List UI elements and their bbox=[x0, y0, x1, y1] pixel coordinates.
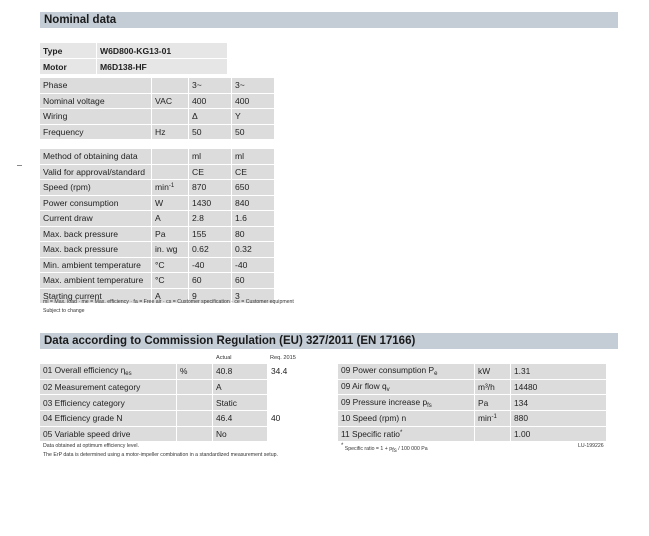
value-col-1-text: 50 bbox=[192, 126, 202, 137]
specific-ratio-sub: fs bbox=[392, 448, 397, 454]
erp-actual-text: Static bbox=[216, 397, 237, 408]
param-label-text: Nominal voltage bbox=[43, 95, 105, 106]
param-label-text: Phase bbox=[43, 80, 68, 91]
gap-cell bbox=[232, 140, 274, 148]
erp-value bbox=[511, 364, 606, 379]
erp-actual-text: 46.4 bbox=[216, 413, 233, 424]
param-label bbox=[40, 165, 151, 180]
table-row bbox=[40, 165, 274, 180]
param-unit bbox=[152, 180, 188, 195]
value-col-2-text: ml bbox=[235, 151, 245, 162]
param-label bbox=[40, 109, 151, 124]
gap-cell bbox=[40, 140, 151, 148]
param-label-text: Wiring bbox=[43, 111, 68, 122]
erp-label-text: 09 Air flow q bbox=[341, 381, 387, 392]
table-row bbox=[40, 427, 322, 442]
table-row bbox=[40, 227, 274, 242]
erp-label bbox=[40, 364, 176, 379]
param-unit-text: A bbox=[155, 290, 161, 301]
document-code: LU-199226 bbox=[578, 443, 604, 449]
value-col-2 bbox=[232, 242, 274, 257]
erp-unit bbox=[475, 427, 510, 442]
erp-label-sub: fs bbox=[427, 402, 432, 409]
param-label-text: Starting current bbox=[43, 290, 102, 301]
param-unit bbox=[152, 125, 188, 140]
value-col-1 bbox=[189, 78, 231, 93]
motor-value: M6D138-HF bbox=[97, 59, 227, 74]
erp-label-text: 11 Specific ratio bbox=[341, 429, 400, 440]
value-col-1 bbox=[189, 94, 231, 109]
value-col-2 bbox=[232, 125, 274, 140]
param-label bbox=[40, 196, 151, 211]
erp-label bbox=[40, 380, 176, 395]
param-label bbox=[40, 227, 151, 242]
table-row bbox=[40, 411, 322, 426]
erp-unit bbox=[475, 395, 510, 410]
specific-ratio-text-b: / 100 000 Pa bbox=[396, 446, 428, 452]
erp-label-text: 02 Measurement category bbox=[43, 382, 141, 393]
erp-label bbox=[338, 380, 474, 395]
erp-label bbox=[338, 364, 474, 379]
erp-actual bbox=[213, 411, 267, 426]
erp-unit-text: kW bbox=[478, 366, 491, 377]
table-row bbox=[40, 364, 322, 379]
value-col-2-text: Y bbox=[235, 111, 241, 122]
table-row bbox=[40, 78, 274, 93]
param-label bbox=[40, 273, 151, 288]
param-label bbox=[40, 180, 151, 195]
table-row bbox=[40, 380, 322, 395]
table-row bbox=[338, 395, 606, 410]
param-label-text: Max. ambient temperature bbox=[43, 275, 144, 286]
value-col-2-text: 840 bbox=[235, 197, 250, 208]
erp-req bbox=[268, 380, 322, 395]
param-label bbox=[40, 242, 151, 257]
param-label-text: Frequency bbox=[43, 126, 84, 137]
table-row bbox=[40, 273, 274, 288]
value-col-2 bbox=[232, 196, 274, 211]
value-col-1-text: 870 bbox=[192, 182, 207, 193]
erp-label-text: 09 Power consumption P bbox=[341, 365, 435, 376]
erp-req-text: 34.4 bbox=[271, 366, 288, 377]
table-row bbox=[338, 427, 606, 442]
erp-unit bbox=[177, 395, 212, 410]
param-unit bbox=[152, 94, 188, 109]
param-unit bbox=[152, 165, 188, 180]
erp-label bbox=[40, 427, 176, 442]
erp-unit bbox=[177, 364, 212, 379]
param-unit-text: VAC bbox=[155, 95, 173, 106]
erp-unit bbox=[475, 364, 510, 379]
type-motor-table bbox=[39, 42, 228, 75]
param-unit bbox=[152, 109, 188, 124]
value-col-2 bbox=[232, 78, 274, 93]
value-col-1 bbox=[189, 242, 231, 257]
value-col-2 bbox=[232, 258, 274, 273]
erp-req bbox=[268, 395, 322, 410]
table-row bbox=[40, 109, 274, 124]
table-row bbox=[40, 196, 274, 211]
value-col-1-text: 1430 bbox=[192, 197, 212, 208]
gap-cell bbox=[152, 140, 188, 148]
param-label bbox=[40, 78, 151, 93]
param-unit-text: °C bbox=[155, 275, 165, 286]
value-col-2-text: 3 bbox=[235, 290, 240, 301]
param-label-text: Power consumption bbox=[43, 197, 119, 208]
value-col-1-text: Δ bbox=[192, 111, 198, 122]
specific-ratio-text-a: Specific ratio = 1 + p bbox=[343, 446, 393, 452]
value-col-2 bbox=[232, 165, 274, 180]
value-col-2-text: 60 bbox=[235, 275, 245, 286]
erp-data-header: Data according to Commission Regulation (EU) 327/2011 (EN 17166) bbox=[40, 333, 618, 349]
table-row bbox=[40, 125, 274, 140]
erp-unit-text: min bbox=[478, 413, 492, 424]
table-row bbox=[40, 242, 274, 257]
value-col-1-text: ml bbox=[192, 151, 202, 162]
param-label bbox=[40, 258, 151, 273]
erp-value bbox=[511, 411, 606, 426]
param-unit bbox=[152, 211, 188, 226]
erp-label-text: 01 Overall efficiency η bbox=[43, 365, 126, 376]
value-col-1 bbox=[189, 258, 231, 273]
value-col-2-text: CE bbox=[235, 166, 247, 177]
param-unit bbox=[152, 242, 188, 257]
erp-value bbox=[511, 395, 606, 410]
table-row bbox=[40, 258, 274, 273]
value-col-2 bbox=[232, 211, 274, 226]
value-col-1 bbox=[189, 180, 231, 195]
nominal-data-header: Nominal data bbox=[40, 12, 618, 28]
specific-ratio-note bbox=[341, 443, 428, 454]
value-col-2 bbox=[232, 149, 274, 164]
erp-value-text: 14480 bbox=[514, 382, 538, 393]
table-row bbox=[40, 94, 274, 109]
erp-value-text: 880 bbox=[514, 413, 528, 424]
value-col-2-text: 0.32 bbox=[235, 244, 252, 255]
value-col-1-text: 2.8 bbox=[192, 213, 204, 224]
erp-label-text: 03 Efficiency category bbox=[43, 397, 125, 408]
nominal-data-table bbox=[39, 77, 275, 304]
param-unit-sup: -1 bbox=[168, 183, 175, 190]
table-row bbox=[40, 395, 322, 410]
value-col-1-text: 400 bbox=[192, 95, 207, 106]
value-col-2 bbox=[232, 273, 274, 288]
erp-unit bbox=[177, 380, 212, 395]
value-col-1 bbox=[189, 196, 231, 211]
value-col-1 bbox=[189, 125, 231, 140]
erp-label bbox=[40, 395, 176, 410]
value-col-2-text: 400 bbox=[235, 95, 250, 106]
param-label-text: Max. back pressure bbox=[43, 228, 118, 239]
req-2015-column-header: Req. 2015 bbox=[270, 355, 296, 361]
erp-label-text: 04 Efficiency grade N bbox=[43, 413, 123, 424]
value-col-2-text: 80 bbox=[235, 228, 245, 239]
param-label-text: Current draw bbox=[43, 213, 93, 224]
erp-req bbox=[268, 364, 322, 379]
value-col-2 bbox=[232, 180, 274, 195]
erp-right-table bbox=[337, 363, 607, 442]
erp-unit bbox=[475, 380, 510, 395]
value-col-2-text: 650 bbox=[235, 182, 250, 193]
erp-actual bbox=[213, 364, 267, 379]
param-label-text: Speed (rpm) bbox=[43, 182, 91, 193]
param-unit bbox=[152, 273, 188, 288]
erp-label-sup: * bbox=[399, 430, 403, 437]
param-unit-text: W bbox=[155, 197, 164, 208]
erp-value-text: 134 bbox=[514, 397, 528, 408]
param-unit bbox=[152, 227, 188, 242]
value-col-2-text: -40 bbox=[235, 259, 248, 270]
motor-label: Motor bbox=[40, 59, 96, 74]
table-gap bbox=[40, 140, 274, 148]
param-unit-text: in. wg bbox=[155, 244, 178, 255]
erp-combination-note: The ErP data is determined using a motor-impeller combination in a standardized measurement setup. bbox=[43, 452, 278, 458]
value-col-1-text: CE bbox=[192, 166, 204, 177]
type-label: Type bbox=[40, 43, 96, 58]
erp-req bbox=[268, 411, 322, 426]
table-row bbox=[338, 411, 606, 426]
erp-label bbox=[338, 427, 474, 442]
erp-label bbox=[338, 395, 474, 410]
erp-label-text: 09 Pressure increase p bbox=[341, 396, 428, 407]
actual-column-header: Actual bbox=[216, 355, 232, 361]
param-unit bbox=[152, 78, 188, 93]
table-row bbox=[338, 380, 606, 395]
value-col-1 bbox=[189, 165, 231, 180]
value-col-2 bbox=[232, 227, 274, 242]
erp-left-table bbox=[39, 363, 323, 442]
value-col-2 bbox=[232, 94, 274, 109]
param-label bbox=[40, 149, 151, 164]
erp-actual bbox=[213, 427, 267, 442]
erp-unit bbox=[177, 427, 212, 442]
param-label bbox=[40, 125, 151, 140]
subject-to-change-note: Subject to change bbox=[43, 308, 85, 314]
value-col-1-text: 60 bbox=[192, 275, 202, 286]
value-col-2 bbox=[232, 109, 274, 124]
erp-actual-text: No bbox=[216, 429, 227, 440]
erp-value bbox=[511, 427, 606, 442]
erp-unit-sup: -1 bbox=[491, 414, 497, 421]
value-col-1-text: 9 bbox=[192, 290, 197, 301]
param-label-text: Min. ambient temperature bbox=[43, 259, 141, 270]
erp-unit-text: Pa bbox=[478, 397, 489, 408]
erp-label-sub: v bbox=[386, 387, 390, 394]
type-value: W6D800-KG13-01 bbox=[97, 43, 227, 58]
erp-label bbox=[40, 411, 176, 426]
value-col-2-text: 50 bbox=[235, 126, 245, 137]
value-col-1 bbox=[189, 227, 231, 242]
value-col-1-text: 155 bbox=[192, 228, 207, 239]
value-col-1 bbox=[189, 211, 231, 226]
erp-unit bbox=[177, 411, 212, 426]
erp-actual-text: A bbox=[216, 382, 222, 393]
param-unit-text: Pa bbox=[155, 228, 166, 239]
legend-note: ml = Max. load · me = Max. efficiency · fa = Free air · cs = Customer specification · ce = Customer equipment bbox=[43, 299, 294, 305]
margin-mark bbox=[17, 165, 22, 166]
table-row bbox=[40, 211, 274, 226]
erp-value bbox=[511, 380, 606, 395]
param-label-text: Valid for approval/standard bbox=[43, 166, 146, 177]
value-col-2-text: 3~ bbox=[235, 80, 245, 91]
erp-label-sub: e bbox=[434, 371, 438, 378]
value-col-1-text: 0.62 bbox=[192, 244, 209, 255]
erp-unit-text: m³/h bbox=[478, 382, 495, 393]
table-row bbox=[40, 149, 274, 164]
value-col-1-text: -40 bbox=[192, 259, 205, 270]
erp-label-text: 05 Variable speed drive bbox=[43, 429, 131, 440]
erp-unit-text: % bbox=[180, 366, 188, 377]
param-unit-text: °C bbox=[155, 259, 165, 270]
optimum-efficiency-note: Data obtained at optimum efficiency level. bbox=[43, 443, 139, 449]
erp-actual bbox=[213, 395, 267, 410]
param-label bbox=[40, 94, 151, 109]
erp-unit bbox=[475, 411, 510, 426]
param-unit-text: Hz bbox=[155, 126, 166, 137]
param-label-text: Max. back pressure bbox=[43, 244, 118, 255]
param-unit bbox=[152, 196, 188, 211]
table-row bbox=[338, 364, 606, 379]
table-row bbox=[40, 180, 274, 195]
value-col-1 bbox=[189, 273, 231, 288]
param-label bbox=[40, 211, 151, 226]
erp-actual bbox=[213, 380, 267, 395]
param-unit bbox=[152, 258, 188, 273]
erp-label-sub: es bbox=[125, 371, 132, 378]
value-col-1 bbox=[189, 109, 231, 124]
param-unit-text: A bbox=[155, 213, 161, 224]
erp-actual-text: 40.8 bbox=[216, 366, 233, 377]
erp-label-text: 10 Speed (rpm) n bbox=[341, 413, 407, 424]
erp-value-text: 1.00 bbox=[514, 429, 531, 440]
param-unit bbox=[152, 149, 188, 164]
type-row bbox=[40, 43, 227, 58]
param-label-text: Method of obtaining data bbox=[43, 151, 138, 162]
erp-req bbox=[268, 427, 322, 442]
param-unit-text: min bbox=[155, 182, 169, 193]
erp-req-text: 40 bbox=[271, 413, 281, 424]
erp-label bbox=[338, 411, 474, 426]
gap-cell bbox=[189, 140, 231, 148]
motor-row bbox=[40, 59, 227, 74]
value-col-1-text: 3~ bbox=[192, 80, 202, 91]
erp-value-text: 1.31 bbox=[514, 366, 531, 377]
value-col-1 bbox=[189, 149, 231, 164]
value-col-2-text: 1.6 bbox=[235, 213, 247, 224]
specific-ratio-mark: * bbox=[341, 443, 344, 449]
